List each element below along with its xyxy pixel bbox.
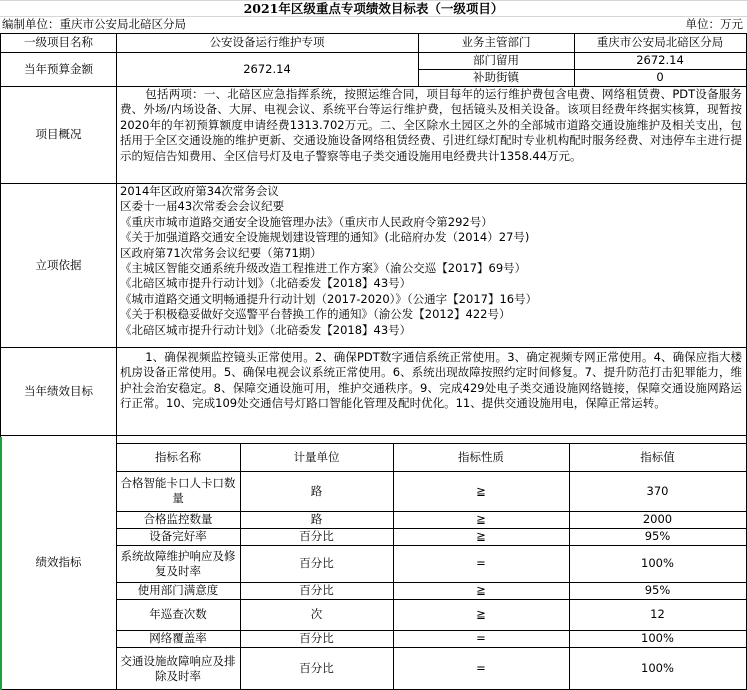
indicator-header-value: 指标值: [640, 449, 675, 464]
table-border: [116, 582, 747, 583]
currency-unit: 单位：万元: [685, 17, 743, 31]
overview-text: 包括两项：一、北碚区应急指挥系统，按照运维合同，项目每年的运行维护费包含电费、网络租赁费、PDT设备服务费、外场/内场设备、大屏、电视会议、系统平台等运行维护费，包括镜头及相关设备。该项目经费年终据实核算，现暂按2020年的年初预算额度申请经费1313.702万元。二、全区除水土园区之外的全部城市道路交通设施维护及相关支出，包括用于全区交通设施的维护更新、交通设施设备网络租赁经费、引进红绿灯配时专业机构配时服务经费、对违停车主进行提示的短信告知费用、全区信号灯及电子警察等电子类交通设施用电经费共计1358.44万元。: [120, 87, 742, 163]
basis-item: 《主城区智能交通系统升级改造工程推进工作方案》（渝公交巡【2017】69号）: [120, 261, 527, 276]
basis-list: [116, 184, 746, 347]
table-border: [116, 471, 747, 472]
subsidy-label: 补助街镇: [473, 70, 519, 84]
indicator-row-nature: ≧: [476, 483, 486, 498]
basis-item: 区政府第71次常务会议纪要（第71期）: [120, 245, 322, 260]
indicator-row-nature: ≧: [476, 529, 486, 543]
indicator-row-value: 95%: [644, 583, 671, 597]
indicators-label: 绩效指标: [35, 555, 82, 569]
dept-value: 重庆市公安局北碚区分局: [596, 35, 724, 49]
basis-item: 《城市道路交通文明畅通提升行动计划（2017-2020）》（公通字【2017】16号）: [120, 291, 538, 306]
retained-value: 2672.14: [636, 53, 684, 67]
basis-item: 2014年区政府第34次常务会议: [120, 184, 279, 198]
goal-text: 1、确保视频监控镜头正常使用。2、确保PDT数字通信系统正常使用。3、确定视频专网正常使用。4、确保应指大楼机房设备正常使用。5、确保电视会议系统正常使用。6、系统出现故障按照约定时间修复。7、提升防范打击犯罪能力，维护社会治安稳定。8、保障交通设施可用，维护交通秩序。9、完成429处电子类交通设施网络链接，保障交通设施网路运行正常。10、完成109处交通信号灯路口智能化管理及配时优化。11、提供交通设施用电，保障正常运转。: [120, 350, 742, 411]
basis-item: 《北碚区城市提升行动计划》（北碚委发【2018】43号）: [120, 322, 412, 337]
indicator-row-nature: =: [476, 556, 486, 570]
table-border: [0, 435, 747, 436]
indicator-row-name: 合格智能卡口人卡口数量: [120, 476, 236, 505]
basis-item: 《关于加强道路交通安全设施规划建设管理的通知》(北碚府办发（2014）27号): [120, 230, 530, 245]
compiling-unit: 编制单位：重庆市公安局北碚区分局: [2, 17, 186, 31]
indicator-row-unit: 百分比: [299, 631, 334, 645]
selection-marker: [0, 437, 2, 690]
table-border: [418, 69, 747, 70]
basis-item: 区委十一届43次常委会会议纪要: [120, 199, 285, 214]
overview-label: 项目概况: [35, 127, 82, 141]
indicator-row-unit: 百分比: [299, 661, 334, 675]
indicator-row-nature: ≧: [476, 583, 486, 597]
indicator-header-unit: 计量单位: [293, 449, 340, 464]
budget-label: 当年预算金额: [24, 61, 93, 76]
table-border: [0, 183, 747, 184]
goal-label: 当年绩效目标: [24, 383, 93, 398]
indicator-row-name: 合格监控数量: [143, 512, 213, 526]
indicator-row-name: 网络覆盖率: [149, 631, 207, 645]
indicator-row-value: 100%: [641, 631, 674, 645]
indicator-row-value: 100%: [641, 661, 674, 675]
indicator-row-value: 2000: [642, 512, 673, 526]
indicator-row-nature: ≧: [476, 512, 486, 526]
table-border: [0, 52, 747, 53]
table-border: [116, 33, 117, 690]
basis-item: 《北碚区城市提升行动计划》（北碚委发【2018】43号）: [120, 276, 412, 291]
table-border: [116, 528, 747, 529]
indicator-header-name: 指标名称: [155, 449, 201, 464]
indicator-row-value: 12: [650, 607, 665, 621]
indicator-row-unit: 路: [310, 512, 323, 526]
table-border: [574, 33, 575, 86]
indicator-row-name: 使用部门满意度: [137, 583, 219, 597]
indicator-row-name: 交通设施故障响应及排除及时率: [120, 653, 236, 683]
table-border: [116, 511, 747, 512]
table-border: [116, 545, 747, 546]
table-border: [116, 630, 747, 631]
indicator-row-unit: 路: [310, 483, 323, 498]
table-border: [0, 33, 747, 34]
project-name-value: 公安设备运行维护专项: [209, 35, 325, 49]
indicator-row-unit: 次: [310, 607, 323, 621]
indicator-row-value: 95%: [644, 529, 671, 543]
indicator-row-value: 100%: [641, 556, 674, 570]
indicator-row-name: 设备完好率: [149, 529, 207, 543]
indicator-row-nature: =: [476, 661, 486, 675]
indicator-row-value: 370: [646, 483, 669, 498]
table-border: [569, 443, 570, 690]
basis-label: 立项依据: [35, 257, 82, 272]
basis-item: 《重庆市城市道路交通安全设施管理办法》（重庆市人民政府令第292号）: [120, 214, 493, 229]
indicator-row-name: 系统故障维护响应及修复及时率: [120, 548, 236, 578]
subsidy-value: 0: [656, 70, 664, 84]
sheet-title: 2021年区级重点专项绩效目标表（一级项目）: [243, 1, 504, 16]
table-border: [116, 443, 747, 444]
retained-label: 部门留用: [473, 53, 519, 67]
table-border: [0, 347, 747, 348]
indicator-row-unit: 百分比: [299, 583, 334, 597]
table-border: [393, 443, 394, 690]
indicator-row-name: 年巡查次数: [149, 607, 207, 621]
dept-label: 业务主管部门: [461, 35, 531, 49]
indicator-row-nature: ≧: [476, 607, 486, 621]
budget-value: 2672.14: [243, 61, 291, 76]
indicator-header-nature: 指标性质: [458, 449, 504, 464]
indicator-row-unit: 百分比: [299, 556, 334, 570]
indicator-row-nature: =: [476, 631, 486, 645]
table-border: [0, 86, 747, 87]
table-border: [240, 443, 241, 690]
project-name-label: 一级项目名称: [24, 35, 93, 49]
basis-item: 《关于积极稳妥做好交巡警平台替换工作的通知》（渝公发【2012】422号）: [120, 307, 511, 322]
table-border: [116, 599, 747, 600]
indicator-row-unit: 百分比: [299, 529, 334, 543]
table-border: [418, 33, 419, 86]
table-border: [116, 647, 747, 648]
